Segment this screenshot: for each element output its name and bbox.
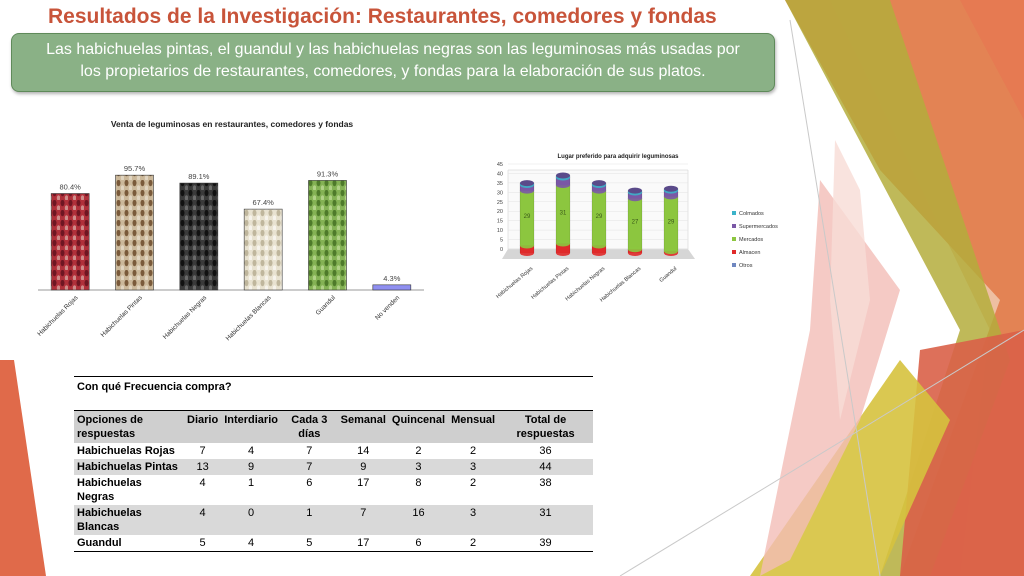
cell: 1 [281,505,338,535]
cell: 6 [389,535,448,552]
header-interdaily: Interdiario [221,411,281,444]
chart2-category-label-1: Habichuelas Pintas [530,265,571,301]
slide-title: Resultados de la Investigación: Restaurantes, comedores y fondas [48,5,717,28]
cell: 14 [357,445,370,457]
chart1-bar-5 [373,285,411,290]
cell: 6 [306,477,313,489]
cell: 7 [338,505,389,535]
chart2-legend-swatch-4 [732,263,736,267]
chart2-ytick-3: 15 [496,218,503,225]
chart2-ytick-2: 10 [496,228,503,235]
chart1-category-label-5: No venden [374,294,402,322]
cell: 5 [184,535,221,552]
chart2-segment-base-0-2 [520,242,534,248]
chart1-bar-2 [180,183,218,290]
chart2-segment-base-1-2 [556,241,570,247]
chart1-value-label-2: 89.1% [188,172,210,182]
cell: 3 [448,459,498,475]
chart2-legend-label-2: Mercados [739,237,764,243]
row-name: Habichuelas Blancas [74,505,184,535]
chart1-category-label-0: Habichuelas Rojas [36,294,80,338]
cell: 7 [306,445,313,457]
chart2-segment-label-2: 29 [595,214,603,221]
cell: 36 [539,445,552,457]
cell: 8 [415,477,422,489]
chart2-ytick-6: 30 [496,190,503,197]
cell: 31 [498,505,593,535]
chart2-segment-base-3-2 [628,246,642,252]
header-monthly: Mensual [448,411,498,444]
table-row [74,475,593,505]
table-row [74,505,593,535]
chart2-category-label-2: Habichuelas Negras [564,265,607,303]
row-name: Habichuelas Pintas [74,459,184,475]
sales-bar-chart [20,110,440,360]
cell: 7 [281,459,338,475]
chart2-ytick-8: 40 [496,171,503,178]
cell: 4 [199,477,206,489]
chart1-category-label-1: Habichuelas Pintas [99,294,144,339]
cell: 2 [415,445,422,457]
cell: 9 [221,459,281,475]
chart2-category-label-0: Habichuelas Rojas [495,265,535,301]
cell: 2 [448,535,498,552]
chart1-value-label-5: 4.3% [383,273,401,283]
cell: 0 [221,505,281,535]
row-name: Guandul [74,535,184,552]
row-name: Habichuelas Negras [77,477,142,503]
chart2-cap-0 [520,180,534,186]
chart1-bar-0 [51,194,89,290]
summary-callout [11,33,775,92]
cell: 16 [389,505,448,535]
chart1-category-label-2: Habichuelas Negras [161,294,209,341]
cell: 17 [338,535,389,552]
chart2-title: Lugar preferido para adquirir leguminosas [557,154,679,160]
chart2-category-label-3: Habichuelas Blancas [599,265,643,304]
chart1-value-label-3: 67.4% [252,198,274,208]
chart2-legend-label-4: Otros [739,263,753,269]
header-total: Total de respuestas [498,411,593,444]
chart2-cap-3 [628,188,642,194]
cell: 2 [470,477,477,489]
chart2-segment-label-4: 29 [667,219,675,226]
chart2-segment-base-0-3 [520,250,534,256]
cell: 9 [338,459,389,475]
cell: 17 [357,477,370,489]
header-daily: Diario [184,411,221,444]
chart2-segment-base-2-1 [592,188,606,194]
chart1-category-label-4: Guandul [314,294,337,317]
chart1-title: Venta de leguminosas en restaurantes, comedores y fondas [110,119,354,129]
header-every-3-days: Cada 3 días [281,411,338,444]
row-name: Habichuelas Rojas [77,445,175,457]
chart2-segment-base-4-1 [664,193,678,199]
chart1-category-label-3: Habichuelas Blancas [224,294,273,343]
chart2-segment-base-0-1 [520,188,534,194]
chart2-cap-4 [664,186,678,192]
cell: 7 [199,445,206,457]
chart2-segment-base-1-3 [556,250,570,256]
chart2-ytick-9: 45 [496,162,503,168]
chart2-cap-2 [592,180,606,186]
chart1-value-label-0: 80.4% [59,182,81,192]
cell: 13 [184,459,221,475]
purchase-place-chart [470,145,800,345]
cell: 4 [184,505,221,535]
chart1-bar-3 [244,209,282,290]
cell: 39 [498,535,593,552]
cell: 3 [448,505,498,535]
chart2-legend-label-3: Almacen [739,250,761,256]
cell: 38 [539,477,552,489]
chart2-ytick-1: 5 [499,237,503,244]
cell: 2 [470,445,477,457]
chart2-category-label-4: Guandul [658,265,679,284]
table-row [74,443,593,459]
chart2-legend-swatch-3 [732,250,736,254]
header-biweekly: Quincenal [389,411,448,444]
cell: 3 [389,459,448,475]
chart2-segment-base-2-3 [592,250,606,256]
table-caption: Con qué Frecuencia compra? [74,377,593,411]
chart2-ytick-0: 0 [499,247,503,253]
table-row [74,459,593,475]
cell: 4 [248,445,255,457]
chart2-segment-label-0: 29 [523,214,531,221]
chart2-legend-swatch-0 [732,211,736,215]
frequency-table [74,376,593,552]
callout-line-2: los propietarios de restaurantes, comedores, y fondas para la elaboración de sus platos. [80,63,706,80]
chart2-cap-1 [556,173,570,179]
chart2-ytick-7: 35 [496,180,503,187]
chart2-segment-base-3-1 [628,195,642,201]
chart2-segment-base-4-2 [664,248,678,254]
callout-line-1: Las habichuelas pintas, el guandul y las habichuelas negras son las leguminosas más usadas por [46,41,740,58]
header-options: Opciones de respuestas [74,411,184,444]
chart2-segment-label-3: 27 [631,219,639,226]
cell: 5 [281,535,338,552]
chart2-ytick-5: 25 [496,199,503,206]
table-row [74,535,593,552]
chart2-legend-label-1: Supermercados [739,224,778,230]
chart2-segment-base-2-2 [592,242,606,248]
cell: 4 [221,535,281,552]
chart2-ytick-4: 20 [496,209,503,216]
cell: 44 [498,459,593,475]
chart1-bar-4 [309,180,347,290]
chart2-segment-label-1: 31 [559,210,567,217]
chart1-value-label-1: 95.7% [123,164,146,174]
header-weekly: Semanal [338,411,389,444]
chart2-legend-swatch-1 [732,224,736,228]
chart1-bar-1 [116,175,154,290]
chart2-legend-swatch-2 [732,237,736,241]
chart2-segment-base-1-1 [556,182,570,188]
cell: 1 [248,477,255,489]
chart2-legend-label-0: Colmados [739,211,764,217]
chart1-value-label-4: 91.3% [316,169,339,179]
